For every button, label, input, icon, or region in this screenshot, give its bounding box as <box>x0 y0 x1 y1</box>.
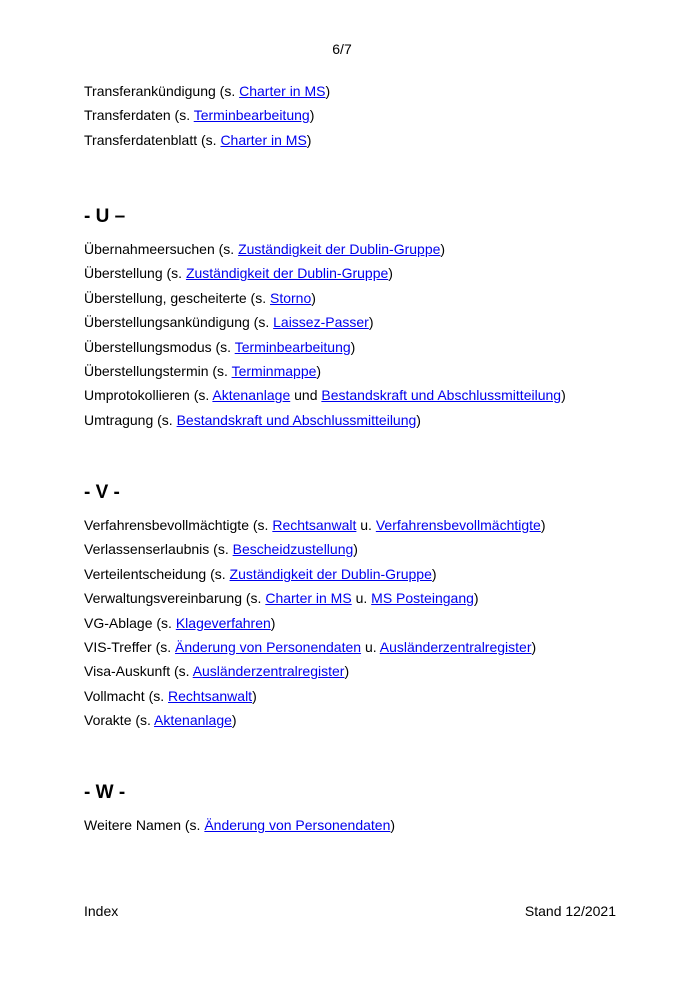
cross-reference-link[interactable]: Rechtsanwalt <box>272 517 357 533</box>
closing-paren: ) <box>270 614 276 631</box>
cross-reference-link[interactable]: Charter in MS <box>265 590 352 607</box>
index-entry <box>84 562 546 586</box>
index-term: Überstellungsankündigung (s. <box>84 314 274 331</box>
closing-paren: ) <box>344 663 350 680</box>
closing-paren: ) <box>231 712 237 729</box>
cross-reference-link[interactable]: Terminmappe <box>231 362 317 379</box>
closing-paren: ) <box>325 83 331 99</box>
closing-paren: ) <box>540 517 546 533</box>
index-term: Verlassenserlaubnis (s. <box>84 541 233 558</box>
index-term: Umtragung (s. <box>84 411 177 428</box>
cross-reference-link[interactable]: Änderung von Personendaten <box>204 817 391 833</box>
index-term: Verfahrensbevollmächtigte (s. <box>84 517 273 533</box>
closing-paren: ) <box>561 387 566 404</box>
link-separator: u. <box>351 590 372 607</box>
index-entry <box>84 813 395 837</box>
cross-reference-link[interactable]: Laissez-Passer <box>273 314 369 331</box>
index-term: VIS-Treffer (s. <box>84 638 176 655</box>
cross-reference-link[interactable]: Ausländerzentralregister <box>192 663 345 680</box>
section-heading: - W - <box>84 782 126 803</box>
cross-reference-link[interactable]: Rechtsanwalt <box>168 687 253 704</box>
index-entry <box>84 513 546 537</box>
index-entry <box>84 237 566 261</box>
closing-paren: ) <box>388 265 393 282</box>
index-term: Überstellung, gescheiterte (s. <box>84 289 270 306</box>
index-entry <box>84 286 566 310</box>
section-w <box>84 780 395 837</box>
cross-reference-link[interactable]: Klageverfahren <box>175 614 271 631</box>
index-term: Überstellung (s. <box>84 265 186 282</box>
index-term: Transferdatenblatt (s. <box>84 131 221 148</box>
section-heading: - U – <box>84 206 126 227</box>
closing-paren: ) <box>368 314 374 331</box>
index-entry <box>84 335 566 359</box>
cross-reference-link[interactable]: Zuständigkeit der Dublin-Gruppe <box>238 241 441 257</box>
index-entry <box>84 537 546 561</box>
cross-reference-link[interactable]: Ausländerzentralregister <box>379 638 532 655</box>
index-term: Überstellungstermin (s. <box>84 362 232 379</box>
index-term: Überstellungsmodus (s. <box>84 338 235 355</box>
section-heading: - V - <box>84 482 120 503</box>
cross-reference-link[interactable]: Bestandskraft und Abschlussmitteilung <box>321 387 562 404</box>
footer-date-stamp: Stand 12/2021 <box>524 903 616 919</box>
index-entry <box>84 611 546 635</box>
closing-paren: ) <box>531 638 537 655</box>
closing-paren: ) <box>431 565 437 582</box>
cross-reference-link[interactable]: Storno <box>269 289 312 306</box>
cross-reference-link[interactable]: Aktenanlage <box>212 387 291 404</box>
index-term: Weitere Namen (s. <box>84 817 205 833</box>
index-entry <box>84 383 566 407</box>
closing-paren: ) <box>473 590 479 607</box>
index-term: Vorakte (s. <box>84 712 155 729</box>
closing-paren: ) <box>316 362 322 379</box>
cross-reference-link[interactable]: Zuständigkeit der Dublin-Gruppe <box>229 565 432 582</box>
footer-index-label: Index <box>84 903 119 919</box>
closing-paren: ) <box>311 289 316 306</box>
index-term: Verwaltungsvereinbarung (s. <box>84 590 266 607</box>
index-term: Visa-Auskunft (s. <box>84 663 193 680</box>
closing-paren: ) <box>390 817 396 833</box>
cross-reference-link[interactable]: Terminbearbeitung <box>234 338 351 355</box>
index-entry <box>84 659 546 683</box>
index-term: Übernahmeersuchen (s. <box>84 241 239 257</box>
closing-paren: ) <box>440 241 446 257</box>
index-entry <box>84 708 546 732</box>
cross-reference-link[interactable]: Änderung von Personendaten <box>175 638 362 655</box>
link-separator: u. <box>361 638 380 655</box>
link-separator: u. <box>356 517 376 533</box>
cross-reference-link[interactable]: MS Posteingang <box>371 590 474 607</box>
section-u <box>84 204 566 432</box>
index-entry <box>84 684 546 708</box>
closing-paren: ) <box>306 131 312 148</box>
closing-paren: ) <box>416 411 421 428</box>
index-entry <box>84 261 566 285</box>
index-entry <box>84 79 330 103</box>
index-term: Transferdaten (s. <box>84 107 194 124</box>
index-entry <box>84 586 546 610</box>
closing-paren: ) <box>252 687 257 704</box>
cross-reference-link[interactable]: Charter in MS <box>220 131 307 148</box>
section-v <box>84 480 546 733</box>
index-entry <box>84 408 566 432</box>
index-term: Transferankündigung (s. <box>84 83 240 99</box>
cross-reference-link[interactable]: Aktenanlage <box>154 712 232 729</box>
closing-paren: ) <box>353 541 358 558</box>
cross-reference-link[interactable]: Terminbearbeitung <box>193 107 310 124</box>
index-entry <box>84 635 546 659</box>
index-entry <box>84 128 330 152</box>
index-entry <box>84 103 330 127</box>
index-term: Umprotokollieren (s. <box>84 387 213 404</box>
index-term: VG-Ablage (s. <box>84 614 176 631</box>
section-t <box>84 79 330 152</box>
index-entry <box>84 310 566 334</box>
index-term: Verteilentscheidung (s. <box>84 565 230 582</box>
cross-reference-link[interactable]: Bescheidzustellung <box>232 541 354 558</box>
closing-paren: ) <box>350 338 356 355</box>
link-separator: und <box>290 387 322 404</box>
cross-reference-link[interactable]: Charter in MS <box>239 83 326 99</box>
page-number: 6/7 <box>332 41 352 57</box>
index-term: Vollmacht (s. <box>84 687 169 704</box>
cross-reference-link[interactable]: Bestandskraft und Abschlussmitteilung <box>176 411 417 428</box>
closing-paren: ) <box>309 107 315 124</box>
cross-reference-link[interactable]: Verfahrensbevollmächtigte <box>375 517 541 533</box>
index-entry <box>84 359 566 383</box>
cross-reference-link[interactable]: Zuständigkeit der Dublin-Gruppe <box>185 265 389 282</box>
